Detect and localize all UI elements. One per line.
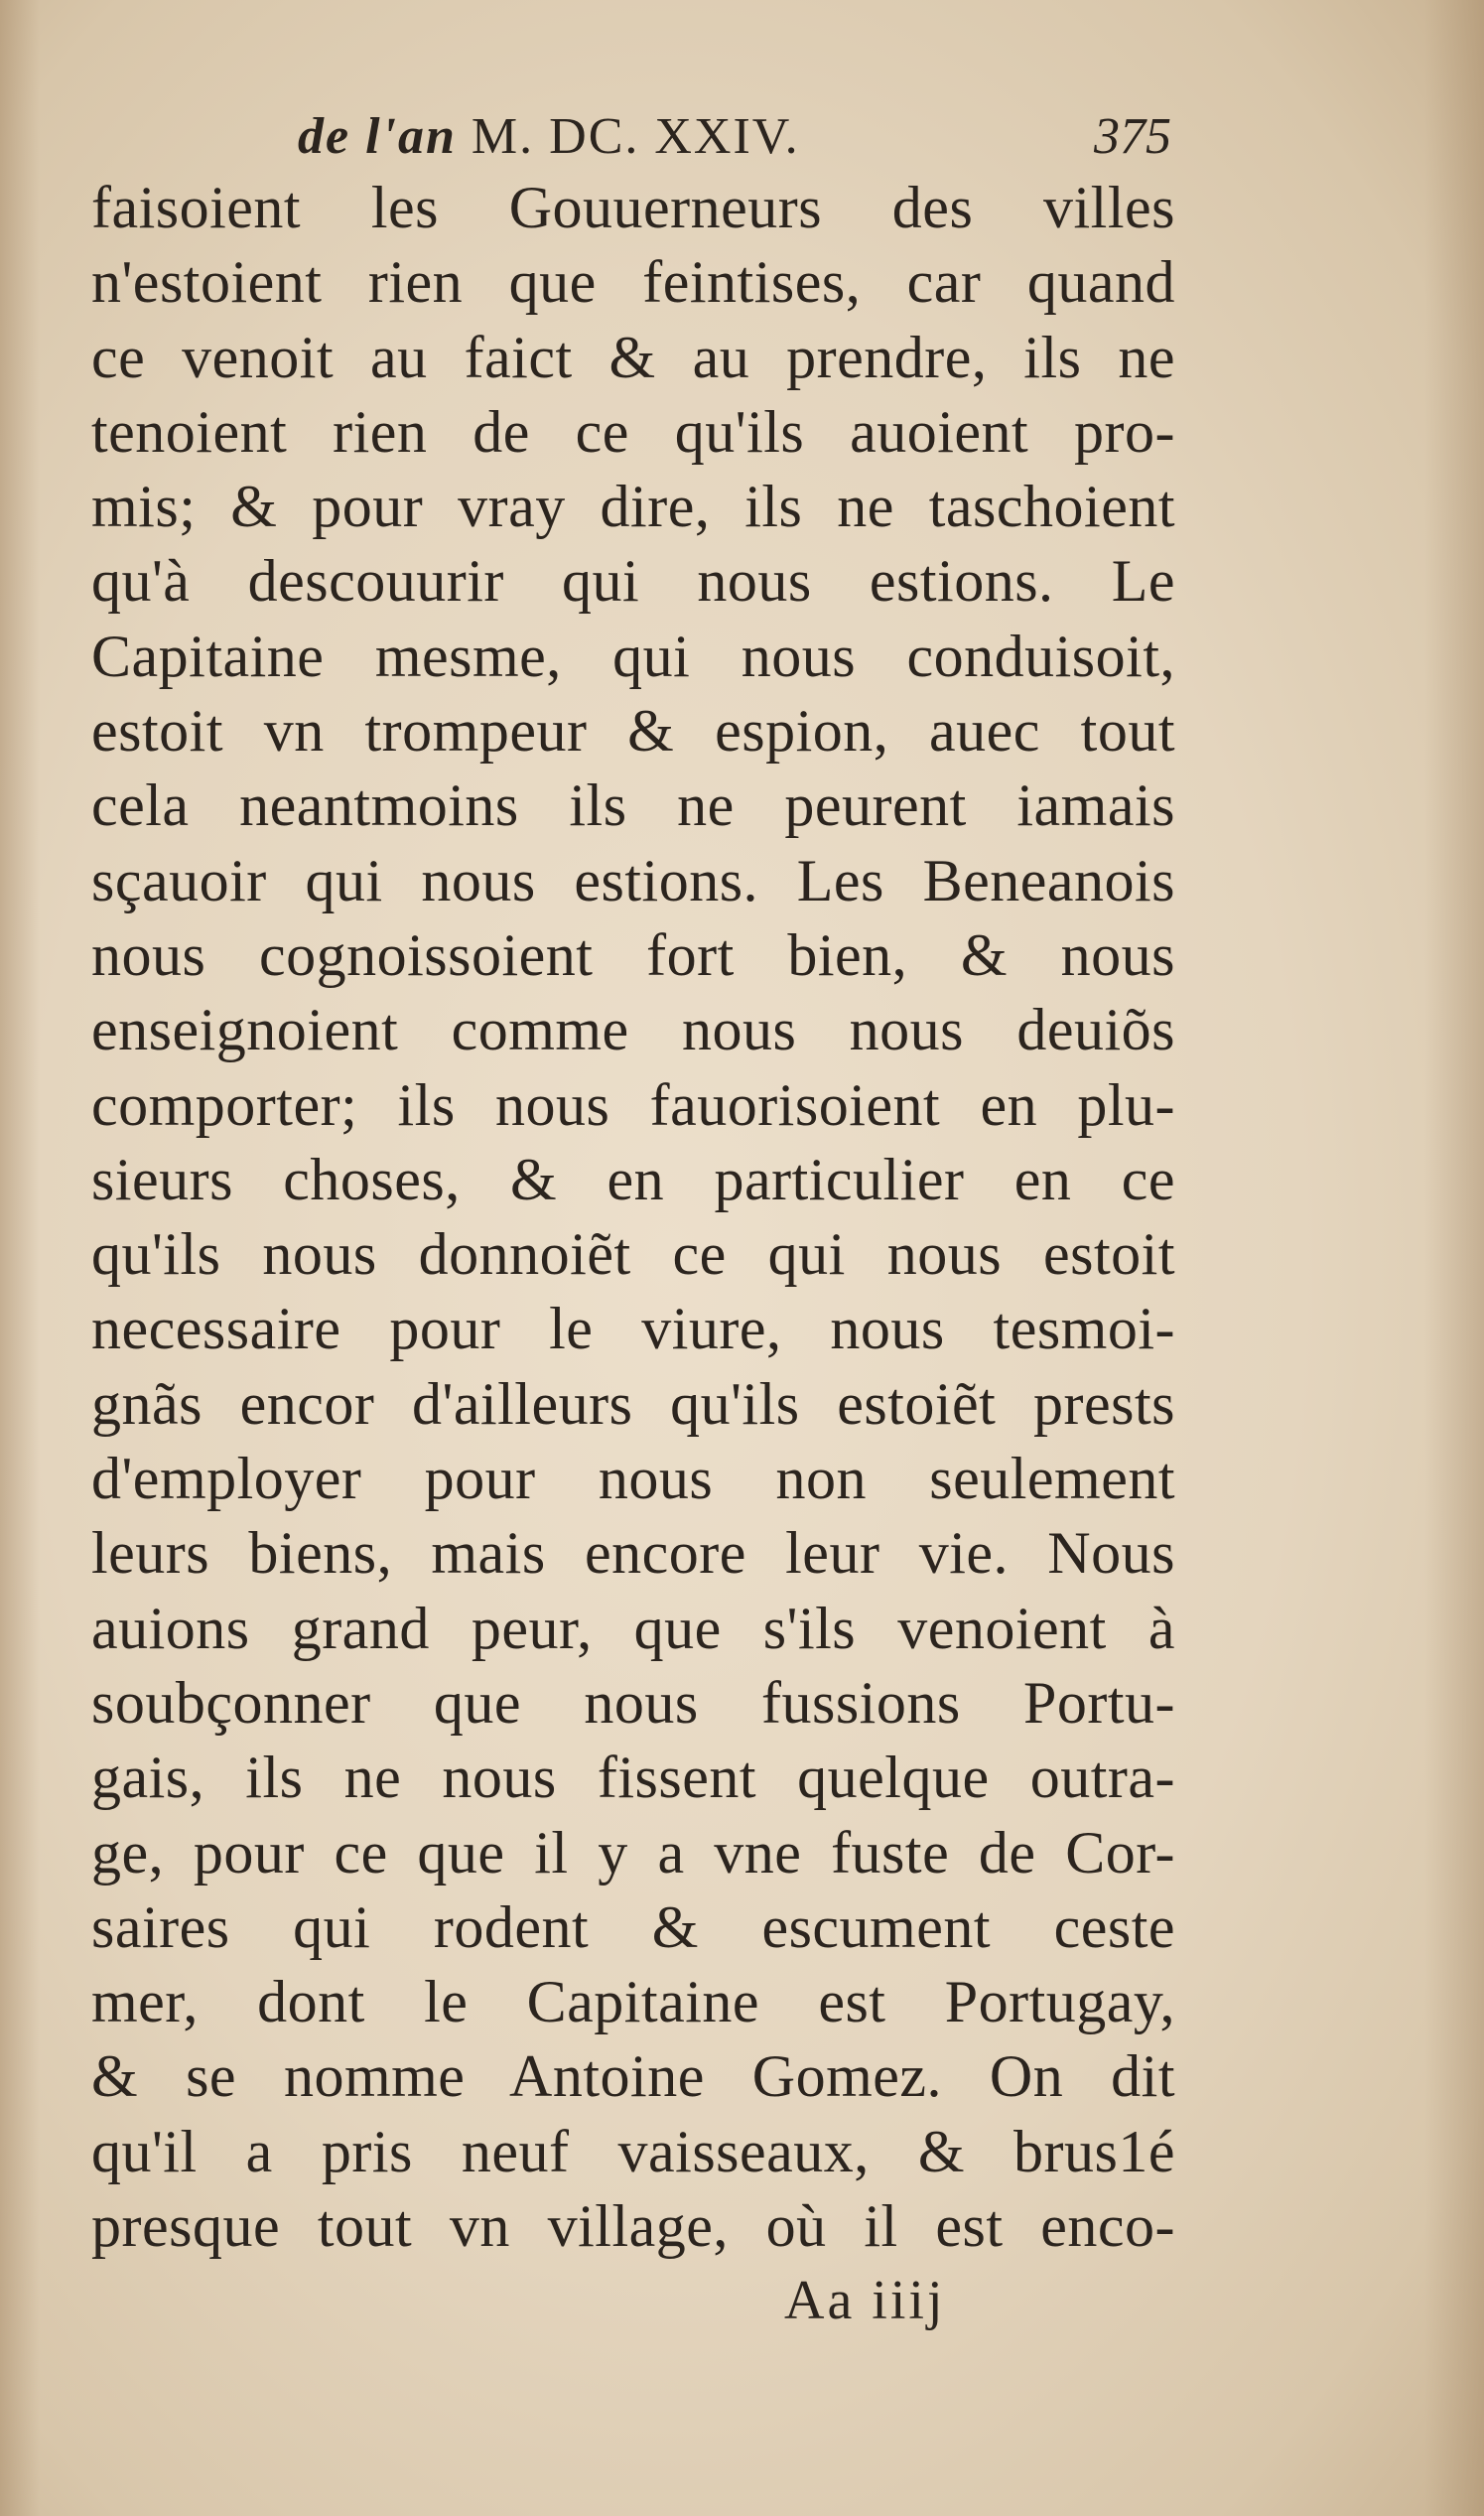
running-title bbox=[298, 107, 800, 166]
running-title-italic: de l'an bbox=[298, 108, 457, 165]
page-number: 375 bbox=[1094, 108, 1171, 165]
text-line: Capitaine mesme, qui nous conduisoit, bbox=[91, 623, 1175, 689]
text-line: necessaire pour le viure, nous tesmoi- bbox=[91, 1296, 1175, 1362]
text-line: gnãs encor d'ailleurs qu'ils estoiẽt prests bbox=[91, 1370, 1175, 1437]
text-line: comporter; ils nous fauorisoient en plu- bbox=[91, 1071, 1175, 1138]
page-header bbox=[298, 107, 1171, 177]
text-line: sieurs choses, & en particulier en ce bbox=[91, 1146, 1175, 1212]
page-edge-shadow-right bbox=[1424, 0, 1484, 2516]
text-line: n'estoient rien que feintises, car quand bbox=[91, 249, 1175, 316]
text-line: mer, dont le Capitaine est Portugay, bbox=[91, 1969, 1175, 2035]
text-line: ce venoit au faict & au prendre, ils ne bbox=[91, 324, 1175, 390]
signature-mark: Aa iiij bbox=[784, 2270, 946, 2331]
text-line: gais, ils ne nous fissent quelque outra- bbox=[91, 1745, 1175, 1811]
text-line: & se nomme Antoine Gomez. On dit bbox=[91, 2043, 1175, 2110]
text-line: tenoient rien de ce qu'ils auoient pro- bbox=[91, 398, 1175, 465]
text-line: d'employer pour nous non seulement bbox=[91, 1446, 1175, 1512]
text-line: qu'il a pris neuf vaisseaux, & brus1é bbox=[91, 2118, 1175, 2184]
text-line: cela neantmoins ils ne peurent iamais bbox=[91, 772, 1175, 839]
text-line: qu'ils nous donnoiẽt ce qui nous estoit bbox=[91, 1221, 1175, 1288]
text-line: sçauoir qui nous estions. Les Beneanois bbox=[91, 847, 1175, 913]
text-line: soubçonner que nous fussions Portu- bbox=[91, 1669, 1175, 1736]
text-line: leurs biens, mais encore leur vie. Nous bbox=[91, 1520, 1175, 1587]
text-line: ge, pour ce que il y a vne fuste de Cor- bbox=[91, 1819, 1175, 1886]
text-line: faisoient les Gouuerneurs des villes bbox=[91, 175, 1175, 240]
text-line: enseignoient comme nous nous deuiõs bbox=[91, 997, 1175, 1063]
page-edge-shadow-left bbox=[0, 0, 40, 2516]
running-title-year: M. DC. XXIV. bbox=[471, 108, 800, 165]
text-line: auions grand peur, que s'ils venoient à bbox=[91, 1595, 1175, 1661]
text-line: presque tout vn village, où il est enco- bbox=[91, 2193, 1175, 2260]
text-line: nous cognoissoient fort bien, & nous bbox=[91, 921, 1175, 988]
body-text bbox=[91, 171, 1175, 2264]
text-line: estoit vn trompeur & espion, auec tout bbox=[91, 698, 1175, 765]
text-line: mis; & pour vray dire, ils ne taschoient bbox=[91, 474, 1175, 540]
text-line: saires qui rodent & escument ceste bbox=[91, 1893, 1175, 1960]
text-line: qu'à descouurir qui nous estions. Le bbox=[91, 548, 1175, 615]
